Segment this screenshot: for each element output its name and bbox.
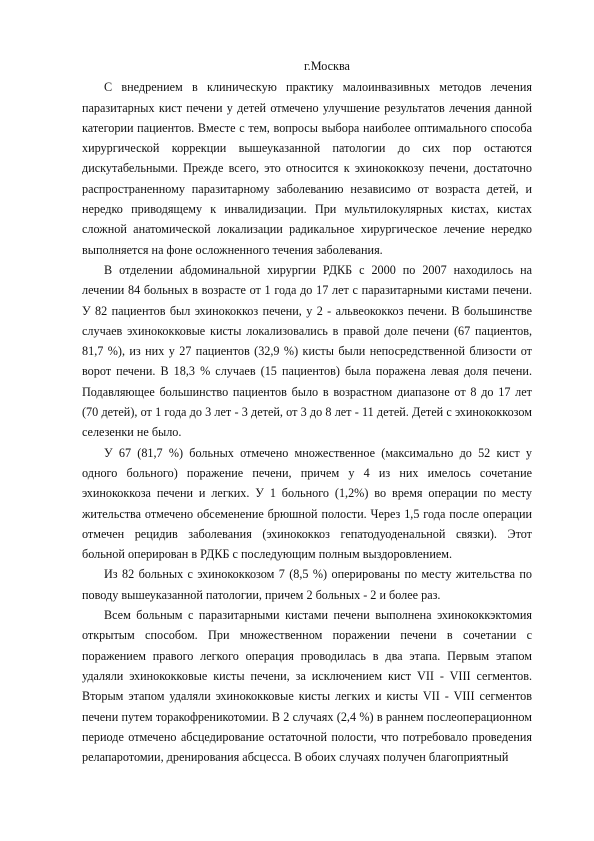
city-heading: г.Москва (304, 59, 350, 73)
paragraph-multiple-lesions: У 67 (81,7 %) больных отмечено множественное (максимально до 52 кист у одного больного) поражение печени, причем у 4 из них имелось сочетание эхинококкоза печени и легких. У 1 больного (1,2%) во время операции по месту жительства отмечено обсеменение брюшной полости. Через 1,5 года после операции отмечен рецидив заболевания (эхинококкоз гепатодуоденальной связки). Этот больной оперирован в РДКБ с последующим полным выздоровлением. (82, 445, 532, 562)
paragraph-prior-surgery: Из 82 больных с эхинококкозом 7 (8,5 %) оперированы по месту жительства по поводу вышеуказанной патологии, причем 2 больных - 2 и более раз. (82, 567, 532, 602)
paragraph-treatment: Всем больным с паразитарными кистами печени выполнена эхинококкэктомия открытым способом. При множественном поражении печени в сочетании с поражением правого легкого операция проводилась в два этапа. Первым этапом удаляли эхинококковые кисты печени, за исключением кист VII - VIII сегментов. Вторым этапом удаляли эхинококковые кисты легких и кисты VII - VIII сегментов печени путем торакофреникотомии. В 2 случаях (2,4 %) в раннем послеоперационном периоде отмечено абсцедирование остаточной полости, что потребовало проведения релапаротомии, дренирования абсцесса. В обоих случаях получен благоприятный (82, 608, 532, 765)
document-page (82, 56, 532, 767)
paragraph-patients: В отделении абдоминальной хирургии РДКБ с 2000 по 2007 находилось на лечении 84 больных в возрасте от 1 года до 17 лет с паразитарными кистами печени. У 82 пациентов был эхинококкоз печени, у 2 - альвеококкоз печени. В большинстве случаев эхинококковые кисты локализовались в правой доле печени (67 пациентов, 81,7 %), из них у 27 пациентов (32,9 %) кисты были непосредственной близости от ворот печени. В 18,3 % случаев (15 пациентов) была поражена левая доля печени. Подавляющее большинство пациентов было в возрастном диапазоне от 8 до 17 лет (70 детей), от 1 года до 3 лет - 3 детей, от 3 до 8 лет - 11 детей. Детей с эхинококкозом селезенки не было. (82, 262, 532, 440)
paragraph-intro: С внедрением в клиническую практику малоинвазивных методов лечения паразитарных кист печени у детей отмечено улучшение результатов лечения данной категории пациентов. Вместе с тем, вопросы выбора наиболее оптимального способа хирургической коррекции вышеуказанной патологии до сих пор остаются дискутабельными. Прежде всего, это относится к эхинококкозу печени, достаточно распространенному паразитарному заболеванию независимо от возраста детей, и нередко приводящему к инвалидизации. При мультилокулярных кистах, кистах сложной анатомической локализации радикальное хирургическое лечение нередко выполняется на фоне осложненного течения заболевания. (82, 80, 532, 257)
